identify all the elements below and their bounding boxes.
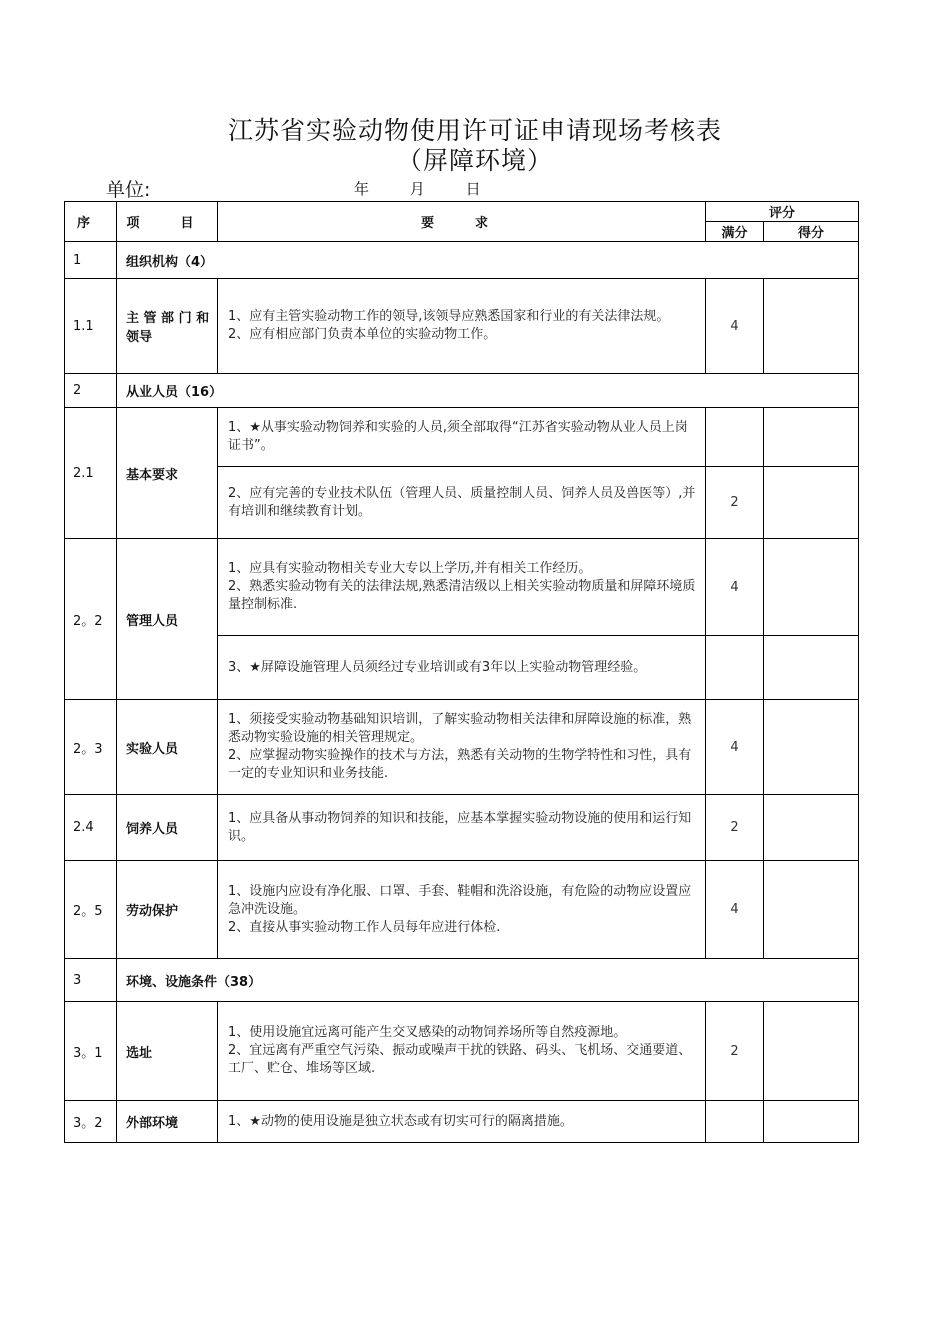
row-seq: 2。3 — [65, 700, 117, 795]
row-item: 外部环境 — [117, 1101, 218, 1143]
got-score-cell[interactable] — [764, 861, 859, 959]
header-got-score: 得分 — [764, 222, 859, 242]
got-score-cell[interactable] — [764, 467, 859, 539]
row-item: 饲养人员 — [117, 795, 218, 861]
requirement-line: 2、应掌握动物实验操作的技术与方法，熟悉有关动物的生物学特性和习性，具有一定的专业知识和业务技能. — [228, 748, 692, 781]
requirement-line: 1、★从事实验动物饲养和实验的人员,须全部取得“江苏省实验动物从业人员上岗证书”。 — [228, 420, 688, 453]
row-requirement — [218, 1002, 706, 1101]
row-requirement — [218, 408, 706, 467]
full-score: 4 — [706, 279, 764, 374]
got-score-cell[interactable] — [764, 795, 859, 861]
row-seq: 1.1 — [65, 279, 117, 374]
section-label: 组织机构（4） — [117, 242, 859, 279]
date-line — [354, 178, 503, 199]
row-requirement — [218, 467, 706, 539]
header-requirement: 要 求 — [218, 202, 706, 242]
got-score-cell[interactable] — [764, 539, 859, 636]
got-score-cell[interactable] — [764, 1002, 859, 1101]
row-seq: 1 — [65, 242, 117, 279]
row-item: 劳动保护 — [117, 861, 218, 959]
full-score — [706, 636, 764, 700]
section-row — [65, 959, 859, 1002]
row-requirement — [218, 861, 706, 959]
row-seq: 2.1 — [65, 408, 117, 539]
header-score: 评分 — [706, 202, 859, 222]
row-seq: 2。2 — [65, 539, 117, 700]
row-item: 基本要求 — [117, 408, 218, 539]
date-month: 月 — [409, 180, 425, 198]
header-seq: 序 — [65, 202, 117, 242]
table-row — [65, 861, 859, 959]
requirement-line: 2、应有完善的专业技术队伍（管理人员、质量控制人员、饲养人员及兽医等）,并有培训和继续教育计划。 — [228, 485, 696, 519]
got-score-cell[interactable] — [764, 636, 859, 700]
date-day: 日 — [465, 180, 481, 198]
row-seq: 3 — [65, 959, 117, 1002]
header-full-score: 满分 — [706, 222, 764, 242]
full-score: 4 — [706, 861, 764, 959]
row-item: 选址 — [117, 1002, 218, 1101]
row-requirement — [218, 795, 706, 861]
row-seq: 2 — [65, 374, 117, 408]
row-seq: 2.4 — [65, 795, 117, 861]
section-label: 从业人员（16） — [117, 374, 859, 408]
unit-label: 单位: — [106, 179, 151, 201]
row-item: 主 管 部 门 和领导 — [117, 279, 218, 374]
requirement-line: 2、熟悉实验动物有关的法律法规,熟悉清洁级以上相关实验动物质量和屏障环境质量控制标准. — [228, 579, 696, 612]
full-score: 4 — [706, 539, 764, 636]
row-requirement — [218, 636, 706, 700]
table-row — [65, 795, 859, 861]
requirement-line: 1、须接受实验动物基础知识培训，了解实验动物相关法律和屏障设施的标准，熟悉动物实验设施的相关管理规定。 — [228, 712, 692, 745]
table-row — [65, 700, 859, 795]
assessment-table — [64, 201, 859, 1143]
full-score: 2 — [706, 795, 764, 861]
form-title: 江苏省实验动物使用许可证申请现场考核表 — [227, 116, 722, 145]
form-subtitle: （屏障环境） — [396, 146, 553, 175]
section-row — [65, 242, 859, 279]
table-row — [65, 1002, 859, 1101]
requirement-line: 1、应具备从事动物饲养的知识和技能，应基本掌握实验动物设施的使用和运行知识。 — [228, 810, 692, 844]
row-requirement — [218, 279, 706, 374]
full-score: 2 — [706, 1002, 764, 1101]
requirement-line: 1、★动物的使用设施是独立状态或有切实可行的隔离措施。 — [228, 1113, 573, 1129]
full-score: 4 — [706, 700, 764, 795]
requirement-line: 1、设施内应设有净化服、口罩、手套、鞋帽和洗浴设施，有危险的动物应设置应急冲洗设施。 — [228, 883, 692, 917]
header-item: 项 目 — [117, 202, 218, 242]
requirement-line: 1、使用设施宜远离可能产生交叉感染的动物饲养场所等自然疫源地。 — [228, 1025, 627, 1040]
row-item: 管理人员 — [117, 539, 218, 700]
section-row — [65, 374, 859, 408]
full-score: 2 — [706, 467, 764, 539]
requirement-line: 3、★屏障设施管理人员须经过专业培训或有3年以上实验动物管理经验。 — [228, 659, 647, 675]
got-score-cell[interactable] — [764, 408, 859, 467]
table-row — [65, 539, 859, 636]
requirement-line: 2、应有相应部门负责本单位的实验动物工作。 — [228, 327, 497, 342]
row-seq: 3。2 — [65, 1101, 117, 1143]
section-label: 环境、设施条件（38） — [117, 959, 859, 1002]
requirement-line: 2、直接从事实验动物工作人员每年应进行体检. — [228, 919, 501, 935]
full-score — [706, 408, 764, 467]
date-year: 年 — [354, 180, 370, 198]
got-score-cell[interactable] — [764, 700, 859, 795]
row-item: 实验人员 — [117, 700, 218, 795]
table-row — [65, 1101, 859, 1143]
row-requirement — [218, 539, 706, 636]
full-score — [706, 1101, 764, 1143]
got-score-cell[interactable] — [764, 1101, 859, 1143]
row-requirement — [218, 1101, 706, 1143]
row-seq: 2。5 — [65, 861, 117, 959]
got-score-cell[interactable] — [764, 279, 859, 374]
table-row — [65, 279, 859, 374]
row-requirement — [218, 700, 706, 795]
requirement-line: 1、应具有实验动物相关专业大专以上学历,并有相关工作经历。 — [228, 561, 592, 576]
requirement-line: 2、宜远离有严重空气污染、振动或噪声干扰的铁路、码头、飞机场、交通要道、工厂、贮仓、堆场等区域. — [228, 1043, 692, 1076]
table-row — [65, 408, 859, 467]
row-seq: 3。1 — [65, 1002, 117, 1101]
requirement-line: 1、应有主管实验动物工作的领导,该领导应熟悉国家和行业的有关法律法规。 — [228, 309, 670, 324]
